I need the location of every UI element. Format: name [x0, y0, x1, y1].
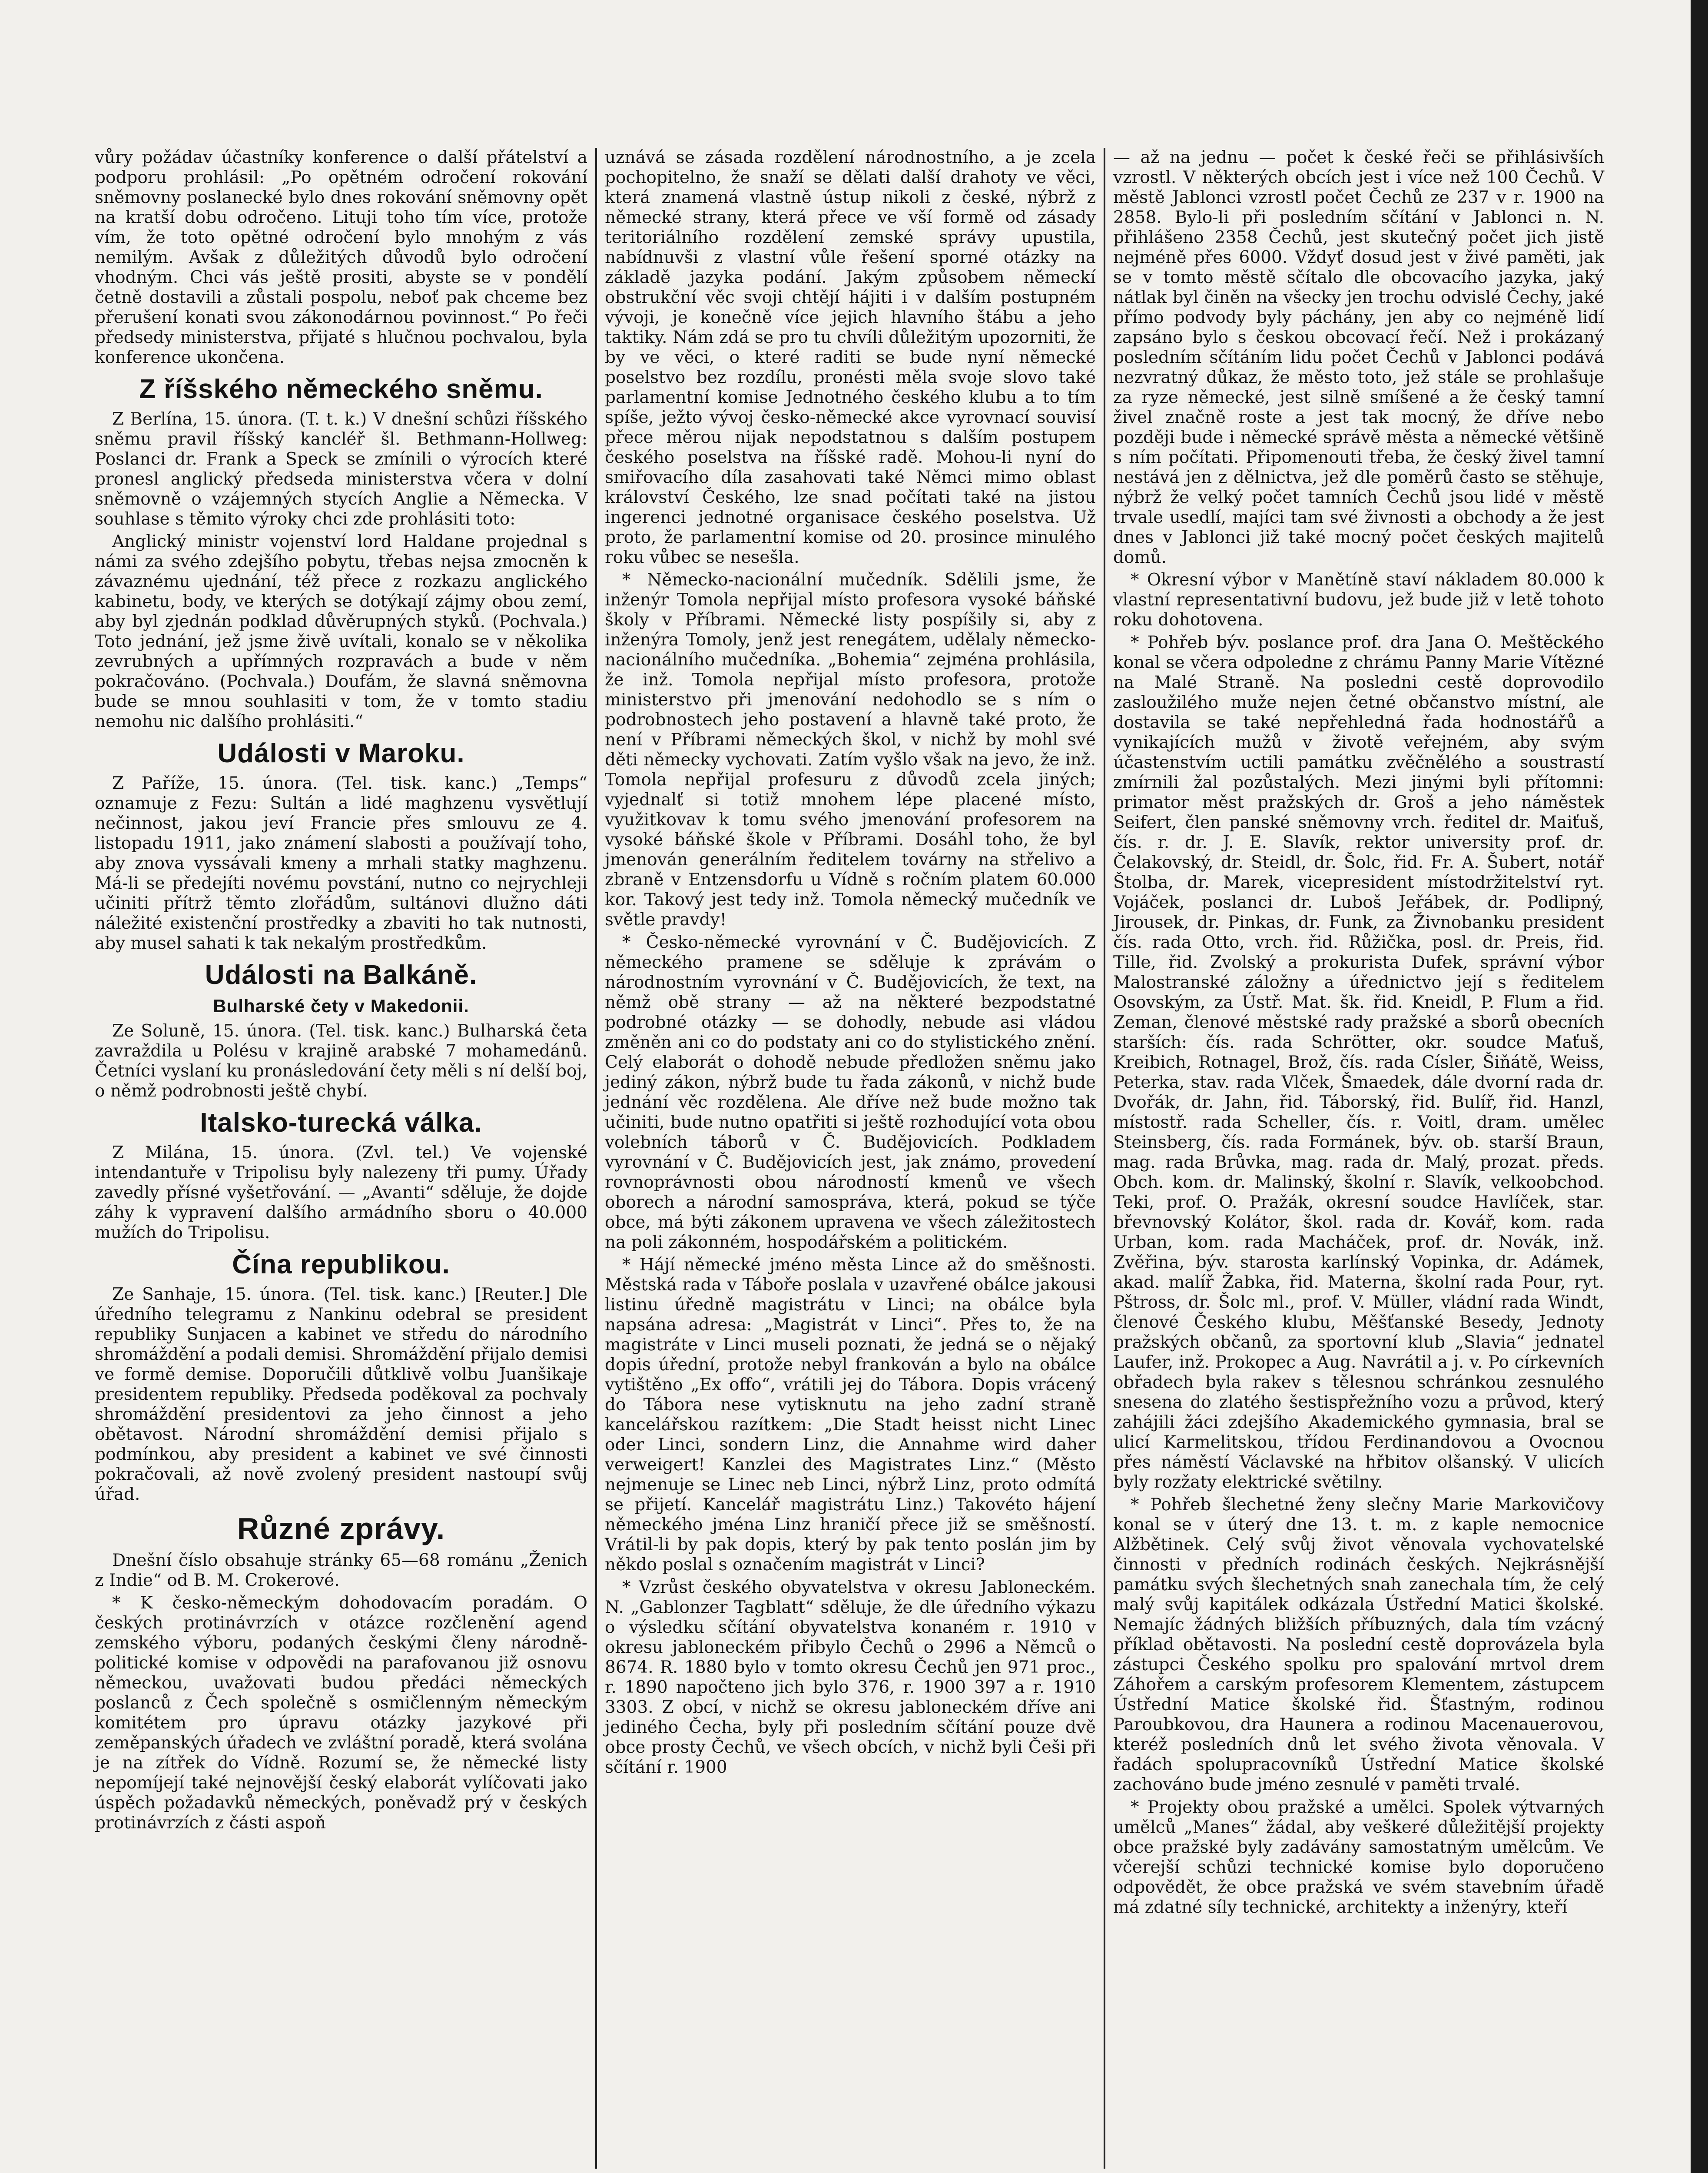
article-paragraph: * Okresní výbor v Manětíně staví nákladem 80.000 k vlastní representativní budovu, jež bude již v letě tohoto roku dohotovena.	[1113, 570, 1604, 630]
text-columns	[87, 148, 1625, 2169]
column-2	[595, 148, 1104, 2169]
section-heading: Čína republikou.	[232, 1249, 450, 1279]
article-paragraph: — až na jednu — počet k české řeči se přihlásivších vzrostl. V některých obcích jest i více než 100 Čechů. V městě Jablonci vzrostl počet Čechů ze 237 v r. 1900 na 2858. Bylo-li při posledním sčítání v Jablonci n. N. přihlášeno 2358 Čechů, jest skutečný počet jich jistě nejméně přes 6000. Vždyť dosud jest v živé paměti, jak se v tomto městě sčítalo dle obcovacího jazyka, jaký nátlak byl činěn na všecky jen trochu odvislé Čechy, jaké přímo podvody byly páchány, jen aby co nejméně lidí zapsáno bylo s českou obcovací řečí. Než i prokázaný posledním sčítáním lidu počet Čechů v Jablonci podává nezvratný důkaz, že město toto, jež stále se prohlašuje za ryze německé, jest silně smíšené a že český tamní živel značně roste a jest tak mocný, že dříve nebo později bude i německé správě města a německé většině s ním počítati. Připomenouti třeba, že český živel tamní nestává jen z dělnictva, jež dle poměrů často se stěhuje, nýbrž že velký počet tamních Čechů jsou lidé v městě trvale usedlí, majíci tam své živnosti a obchody a že jest dnes v Jablonci již také mocný počet českých majitelů domů.	[1113, 148, 1604, 567]
article-paragraph: Ze Soluně, 15. února. (Tel. tisk. kanc.) Bulharská četa zavraždila u Polésu v krajině arabské 7 mohamedánů. Četníci vyslaní ku pronásledování čety měli s ní delší boj, o němž podrobnosti ještě chybí.	[95, 1021, 587, 1101]
article-paragraph: Anglický ministr vojenství lord Haldane projednal s námi za svého zdejšího pobytu, třebas nejsa zmocněn k závaznému ujednání, též přece z rozkazu anglického kabinetu, body, ve kterých se dotýkají zájmy obou zemí, aby byl zjednán podklad důvěrupných styků. (Pochvala.) Toto jednání, jež jsme živě uvítali, konalo se v několika zevrubných a upřímných rozpravách a bude v něm pokračováno. (Pochvala.) Doufám, že slavná sněmovna bude se mnou souhlasiti v tom, že v tomto stadiu nemohu nic dalšího prohlásiti.“	[95, 532, 587, 731]
section-heading: Z říšského německého sněmu.	[139, 374, 543, 404]
article-paragraph: Z Paříže, 15. února. (Tel. tisk. kanc.) „Temps“ oznamuje z Fezu: Sultán a lidé maghzenu vysvětlují nečinnost, jakou jeví Francie přes smlouvu ze 4. listopadu 1911, jako známení slabosti a používají toho, aby znova vyssávali kmeny a mrhali statky maghzenu. Má-li se předejíti novému povstání, nutno co nejrychleji učiniti přítrž těmto zlořádům, sultánovi dlužno dáti náležité existenční prostředky a zbaviti ho tak nutnosti, aby musel sahati k tak nekalým prostředkům.	[95, 774, 587, 953]
article-paragraph: * Pohřeb šlechetné ženy slečny Marie Markovičovy konal se v úterý dne 13. t. m. z kaple nemocnice Alžbětinek. Celý svůj život věnovala vychovatelské činnosti v předních rodinách českých. Nejkrásnější památku svých šlechetných snah zanechala tím, že celý malý svůj kapitálek odkázala Ústřední Matici školské. Nemajíc žádných bližších příbuzných, dala tím vzácný příklad obětavosti. Na poslední cestě doprovázela byla zástupci Českého spolku pro spalování mrtvol drem Záhořem a carským profesorem Klementem, zástupcem Ústřední Matice školské řid. Šťastným, rodinou Paroubkovou, dra Haunera a rodinou Macenauerovou, kteréž posledních dnů let svého života věnovala. V řadách spolupracovníků Ústřední Matice školské zachováno bude jméno zesnulé v paměti trvalé.	[1113, 1495, 1604, 1794]
section-heading: Různé zprávy.	[237, 1512, 445, 1545]
article-paragraph: * K česko-německým dohodovacím poradám. O českých protinávrzích v otázce rozčlenění agend zemského výboru, podaných českými členy národně-politické komise v odpovědi na parafovanou již osnovu německou, uvažovati budou předáci německých poslanců z Čech společně s osmičlenným německým komitétem pro úpravu otázky jazykové při zeměpanských úřadech ve zvláštní poradě, která svolána je na zítřek do Vídně. Rozumí se, že německé listy nepomíjejí také nejnovější český elaborát vylíčovati jako úspěch požadavků německých, poněvadž prý v českých protinávrzích z části aspoň	[95, 1593, 587, 1833]
column-1	[87, 148, 595, 2169]
article-paragraph: * Německo-nacionální mučedník. Sdělili jsme, že inženýr Tomola nepřijal místo profesora vysoké báňské školy v Příbrami. Německé listy pospíšily si, aby z inženýra Tomoly, jenž jest renegátem, udělaly německo-nacionálního mučedníka. „Bohemia“ zejména prohlásila, že inž. Tomola nepřijal místo profesora, protože ministerstvo při jmenování nedohodlo se s ním o podrobnostech jeho postavení a hlavně také proto, že není v Příbrami německých škol, v nichž by mohl své děti německy vychovati. Zatím vyšlo však na jevo, že inž. Tomola nepřijal profesuru z důvodů zcela jiných; vyjednalť si totiž mnohem lépe placené místo, využitkovav k tomu svého jmenování profesorem na vysoké báňské škole v Příbrami. Dosáhl toho, že byl jmenován generálním ředitelem továrny na střelivo a zbraně v Entzensdorfu u Vídně s ročním platem 60.000 kor. Takový jest tedy inž. Tomola německý mučedník ve světle pravdy!	[605, 570, 1096, 930]
article-paragraph: uznává se zásada rozdělení národnostního, a je zcela pochopitelno, že snaží se dělati další drahoty ve věci, která znamená vlastně ústup nikoli z české, nýbrž z německé strany, která přece ve vší formě od zásady teritoriálního rozdělení zemské správy upustila, nabídnuvši z vlastní vůle řešení sporné otázky na základě jazyka podání. Jakým způsobem německí obstrukční věc svoji chtějí hájiti i v dalším postupném vývoji, je konečně více jejich hlavního štábu a jeho taktiky. Nám zdá se pro tu chvíli důležitým upozorniti, že by ve věci, o které raditi se bude nyní německé poselstvo bez rozdílu, pronésti měla svoje slovo také parlamentní komise Jednotného českého klubu a to tím spíše, ježto vývoj česko-německé akce vyrovnací souvisí přece měrou nijak nepodstatnou s dalším postupem českého poselstva na říšské radě. Mohou-li nyní do smiřovacího díla zasahovati také Němci mimo oblast království Českého, lze snad počítati také na jistou ingerenci jednotné organisace českého poselstva. Už proto, že parlamentní komise od 20. prosince minulého roku vůbec se nesešla.	[605, 148, 1096, 567]
article-paragraph: Z Milána, 15. února. (Zvl. tel.) Ve vojenské intendantuře v Tripolisu byly nalezeny tři pumy. Úřady zavedly přísné vyšetřování. — „Avanti“ sděluje, že dojde záhy k vypravení dalšího armádního sboru o 40.000 mužích do Tripolisu.	[95, 1143, 587, 1243]
article-paragraph: * Hájí německé jméno města Lince až do směšnosti. Městská rada v Táboře poslala v uzavřené obálce jakousi listinu úředně magistrátu v Linci; na obálce byla napsána adresa: „Magistrát v Linci“. Přes to, že na magistráte v Linci museli poznati, že jedná se o nějaký dopis úřední, protože nebyl frankován a bylo na obálce vytištěno „Ex offo“, vrátili jej do Tábora. Dopis vrácený do Tábora nese vytisknutu na jeho zadní straně kancelářskou razítkem: „Die Stadt heisst nicht Linec oder Linci, sondern Linz, die Annahme wird daher verweigert! Kanzlei des Magistrates Linz.“ (Město nejmenuje se Linec neb Linci, nýbrž Linz, proto odmítá se přijetí. Kancelář magistrátu Linz.) Takovéto hájení německého jména Linz hraničí přece již se směšností. Vrátil-li by pak dopis, který by pak tento poslán jim by někdo poslal s označením magistrát v Linci?	[605, 1255, 1096, 1575]
article-paragraph: vůry požádav účastníky konference o další přátelství a podporu prohlásil: „Po opětném odročení rokování sněmovny poslanecké bylo dnes rokování sněmovny opět na kratší dobu odročeno. Lituji toho tím více, protože vím, že toto opětné odročení bylo mnohým z vás nemilým. Avšak z důležitých důvodů bylo odročení vhodným. Chci vás ještě prositi, abyste se v pondělí četně dostavili a zůstali pospolu, neboť pak chceme bez přerušení konati svou zákonodárnou povinnost.“ Po řeči předsedy ministerstva, přijaté s hlučnou pochvalou, byla konference ukončena.	[95, 148, 587, 367]
article-paragraph: Z Berlína, 15. února. (T. t. k.) V dnešní schůzi říšského sněmu pravil říšský kancléř šl. Bethmann-Hollweg: Poslanci dr. Frank a Speck se zmínili o výrocích které pronesl anglický předseda ministerstva včera v dolní sněmovně o vzájemných stycích Anglie a Německa. V souhlase s těmito výroky chci zde prohlásiti toto:	[95, 409, 587, 529]
article-paragraph: Ze Sanhaje, 15. února. (Tel. tisk. kanc.) [Reuter.] Dle úředního telegramu z Nankinu odebral se president republiky Sunjacen a kabinet ve středu do národního shromáždění a podali demisi. Shromáždění přijalo demisi ve formě demise. Doporučili důtklivě volbu Juanšikaje presidentem republiky. Předseda poděkoval za pochvaly shromáždění presidentovi za jeho činnost a jeho obětavost. Národní shromáždění demisi přijalo s podmínkou, aby president a kabinet ve své činnosti pokračovali, až nově zvolený president nastoupí svůj úřad.	[95, 1285, 587, 1504]
section-heading: Italsko-turecká válka.	[200, 1108, 482, 1138]
page-edge-bar	[1691, 0, 1708, 2173]
article-paragraph: * Vzrůst českého obyvatelstva v okresu Jabloneckém. N. „Gablonzer Tagblatt“ sděluje, že dle úředního výkazu o výsledku sčítání obyvatelstva konaném r. 1910 v okresu jabloneckém přibylo Čechů o 2996 a Němců o 8674. R. 1880 bylo v tomto okresu Čechů jen 971 proc., r. 1890 napočteno jich bylo 376, r. 1900 397 a r. 1910 3303. Z obcí, v nichž se okresu jabloneckém dříve ani jediného Čecha, byly při posledním sčítání pouze dvě obce prosty Čechů, ve všech obcích, v nichž byli Češi při sčítání r. 1900	[605, 1578, 1096, 1777]
article-paragraph: * Pohřeb býv. poslance prof. dra Jana O. Meštěckého konal se včera odpoledne z chrámu Panny Marie Vítězné na Malé Straně. Na posledni cestě doprovodilo zasloužilého muže nejen četné občanstvo místní, ale dostavila se také nepřehledná řada hodnostářů a vynikajících mužů v životě veřejném, aby svým účastenstvím uctili památku zvěčnělého a soustrastí zmírnili žal pozůstalých. Mezi jinými byli přítomni: primator měst pražských dr. Groš a jeho náměstek Seifert, člen panské sněmovny vrch. ředitel dr. Maiťuš, čís. r. dr. J. E. Slavík, rektor university prof. dr. Čelakovský, dr. Steidl, dr. Šolc, řid. Fr. A. Šubert, notář Štolba, dr. Marek, vicepresident místodržitelství ryt. Vojáček, poslanci dr. Luboš Jeřábek, dr. Podlipný, Jirousek, dr. Pinkas, dr. Funk, za Živnobanku president čís. rada Otto, vrch. řid. Růžička, posl. dr. Preis, řid. Tille, řid. Zvolský a prokurista Dufek, správní výbor Malostranské záložny a úřednictvo její s ředitelem Osovským, za Ústř. Mat. šk. řid. Kneidl, P. Flum a řid. Zeman, členové městské rady pražské a sborů obecních starších: čís. rada Schrötter, okr. soudce Maťuš, Kreibich, Rotnagel, Brož, čís. rada Císler, Šiňátě, Weiss, Peterka, stav. rada Vlček, Šmaedek, dále dvorní rada dr. Dvořák, dr. Jahn, řid. Táborský, řid. Bulíř, řid. Hanzl, místostř. rada Scheller, čís. r. Voitl, dram. umělec Steinsberg, čís. rada Formánek, býv. ob. starší Braun, mag. rada Brůvka, mag. rada dr. Malý, prozat. předs. Obch. kom. dr. Malinský, školní r. Slavík, velkoobchod. Teki, prof. O. Pražák, okresní soudce Havlíček, star. břevnovský Kolátor, škol. rada dr. Kovář, kom. rada Urban, kom. rada Macháček, prof. dr. Novák, inž. Zvěřina, býv. starosta karlínský Vopinka, dr. Adámek, akad. malíř Žabka, řid. Materna, školní rada Pour, ryt. Pštross, dr. Šolc ml., prof. V. Müller, vládní rada Windt, členové Českého klubu, Měšťanské Besedy, Jednoty pražských občanů, za sportovní klub „Slavia“ jednatel Laufer, inž. Prokopec a Aug. Navrátil a j. v. Po církevních obřadech byla rakev s tělesnou schránkou zesnulého snesena do zlatého šestispřežního vozu a průvod, který zahájili žáci zdejšího Akademického gymnasia, bral se ulicí Karmelitskou, třídou Ferdinandovou a Ovocnou přes náměstí Václavské na hřbitov olšanský. V ulicích byly rozžaty elektrické světilny.	[1113, 633, 1604, 1492]
article-paragraph: Dnešní číslo obsahuje stránky 65—68 románu „Ženich z Indie“ od B. M. Crokerové.	[95, 1551, 587, 1590]
section-subheading: Bulharské čety v Makedonii.	[213, 996, 469, 1016]
section-heading: Události v Maroku.	[217, 738, 465, 768]
article-paragraph: * Česko-německé vyrovnání v Č. Budějovicích. Z německého pramene se sděluje k zprávám o národnostním vyrovnání v Č. Budějovicích, že text, na němž obě strany — až na některé bezpodstatné podrobné otázky — se dohodly, nebude asi vládou změněn ani co do podstaty ani co do stylistického znění. Celý elaborát o dohodě nebude předložen sněmu jako jediný zákon, nýbrž bude tu řada zákonů, v nichž bude jednání věc rozdělena. Ale dříve než bude možno tak učiniti, bude nutno opatřiti si ještě rozhodující vota obou volebních táborů v Č. Budějovicích. Podkladem vyrovnání v Č. Budějovicích jest, jak známo, provedení rovnoprávnosti obou národností kmenů ve všech oborech a národní samospráva, která, pokud se týče obce, má býti zákonem upravena ve všech záležitostech na poli zákonném, hospodářském a politickém.	[605, 933, 1096, 1252]
column-3	[1104, 148, 1612, 2169]
article-paragraph: * Projekty obou pražské a umělci. Spolek výtvarných umělců „Manes“ žádal, aby veškeré důležitější projekty obce pražské byly zadávány samostatným umělcům. Ve včerejší schůzi technické komise bylo doporučeno odpovědět, že obce pražská ve svém stavebním úřadě má zdatné síly technické, architekty a inženýry, kteří	[1113, 1798, 1604, 1917]
newspaper-page	[87, 148, 1625, 2173]
section-heading: Události na Balkáně.	[205, 960, 478, 990]
